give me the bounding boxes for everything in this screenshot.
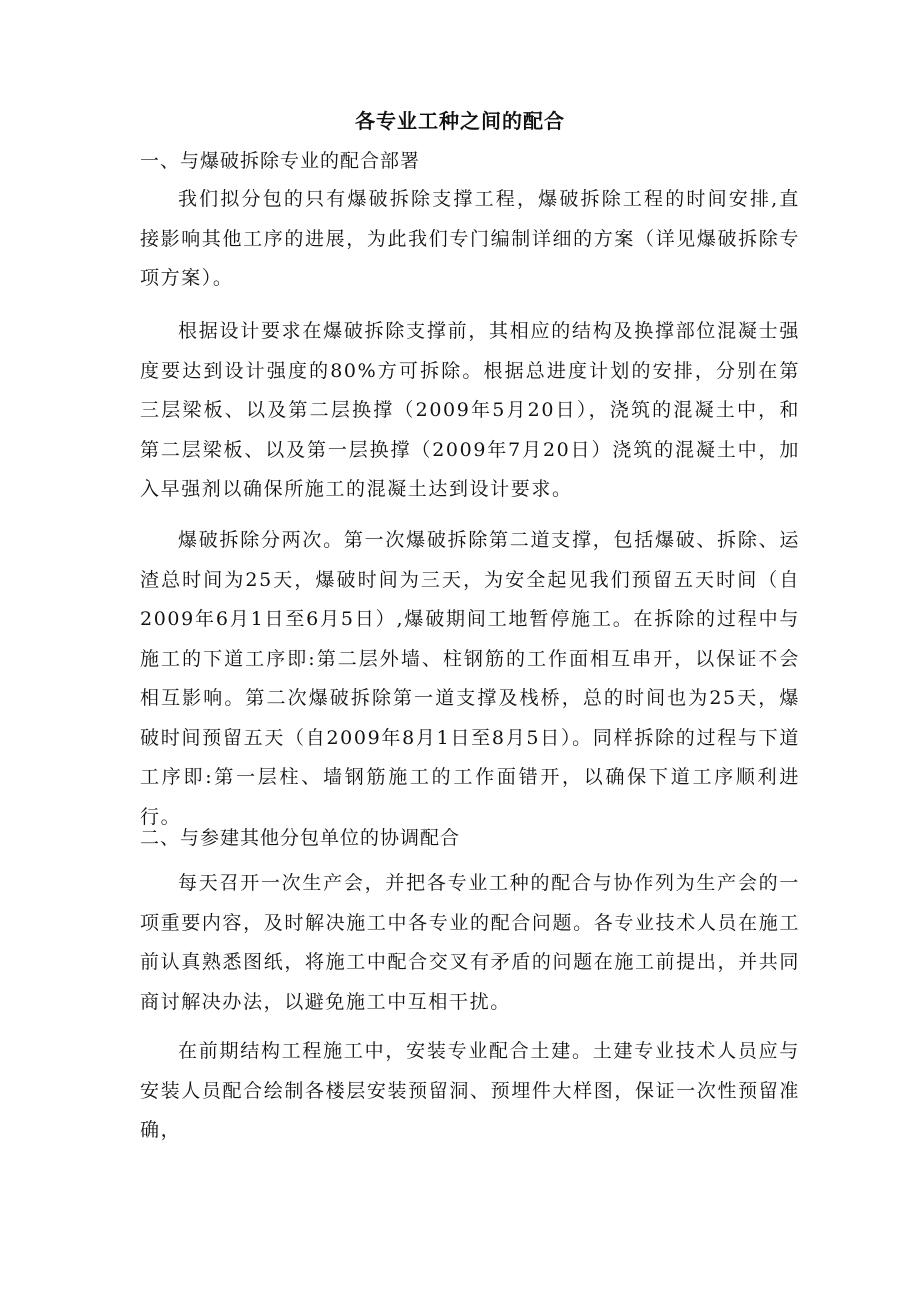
paragraph-demolition-schedule: 爆破拆除分两次。第一次爆破拆除第二道支撑，包括爆破、拆除、运渣总时间为25天，爆破时间为三天，为安全起见我们预留五天时间（自2009年6月1日至6月5日）,爆破期间工地暂停施工。在拆除的过程中与施工的下道工序即:第二层外墙、柱钢筋的工作面相互串开，以保证不会相互影响。第二次爆破拆除第一道支撑及栈桥，总的时间也为25天，爆破时间预留五天（自2009年8月1日至8月5日）。同样拆除的过程与下道工序即:第一层柱、墙钢筋施工的工作面错开，以确保下道工序顺利进行。 (140, 529, 800, 828)
page-title: 各专业工种之间的配合 (355, 109, 565, 133)
section-heading-coordination: 二、与参建其他分包单位的协调配合 (140, 827, 461, 849)
paragraph-concrete-strength: 根据设计要求在爆破拆除支撑前，其相应的结构及换撑部位混凝士强度要达到设计强度的80%方可拆除。根据总进度计划的安排，分别在第三层梁板、以及第二层换撑（2009年5月20日），浇筑的混凝土中，和第二层梁板、以及第一层换撑（2009年7月20日）浇筑的混凝土中，加入早强剂以确保所施工的混凝土达到设计要求。 (140, 320, 800, 500)
paragraph-installation-cooperation: 在前期结构工程施工中，安装专业配合土建。土建专业技术人员应与安装人员配合绘制各楼层安装预留洞、预埋件大样图，保证一次性预留准确， (140, 1040, 800, 1141)
paragraph-production-meeting: 每天召开一次生产会，并把各专业工种的配合与协作列为生产会的一项重要内容，及时解决施工中各专业的配合问题。各专业技术人员在施工前认真熟悉图纸，将施工中配合交叉有矛盾的问题在施工前提出，并共同商讨解决办法，以避免施工中互相干扰。 (140, 872, 800, 1013)
paragraph-subcontract-demolition: 我们拟分包的只有爆破拆除支撑工程，爆破拆除工程的时间安排,直接影响其他工序的进展，为此我们专门编制详细的方案（详见爆破拆除专项方案）。 (140, 188, 800, 289)
section-heading-demolition: 一、与爆破拆除专业的配合部署 (140, 150, 421, 172)
